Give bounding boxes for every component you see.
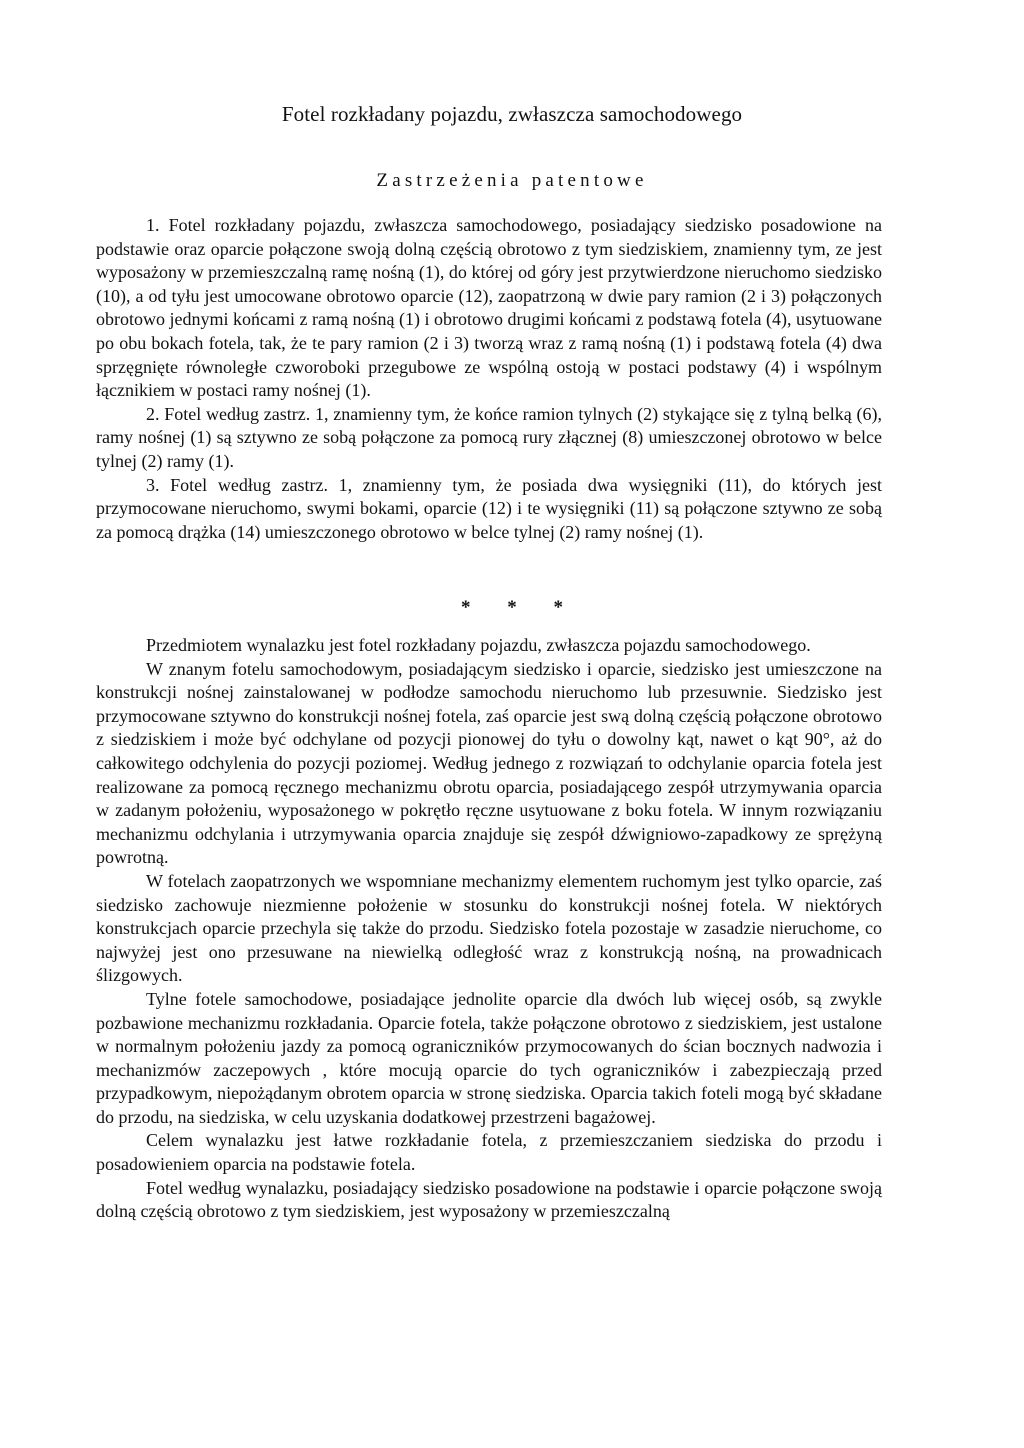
claims-section bbox=[96, 214, 882, 544]
description-paragraph: Tylne fotele samochodowe, posiadające jednolite oparcie dla dwóch lub więcej osób, są zwykle pozbawione mechanizmu rozkładania. Oparcie fotela, także połączone obrotowo z siedziskiem, jest ustalone w normalnym położeniu jazdy za pomocą ograniczników przymocowanych do ścian bocznych nadwozia i mechanizmów zaczepowych , które mocują oparcie do tych ograniczników i zabezpieczają przed przypadkowym, niepożądanym obrotem oparcia w stronę siedziska. Oparcia takich foteli mogą być składane do przodu, na siedziska, w celu uzyskania dodatkowej przestrzeni bagażowej. bbox=[96, 988, 882, 1127]
description-section bbox=[96, 634, 882, 1224]
description-paragraph: Fotel według wynalazku, posiadający siedzisko posadowione na podstawie i oparcie połączone swoją dolną częścią obrotowo z tym siedziskiem, jest wyposażony w przemieszczalną bbox=[96, 1177, 882, 1222]
document-title: Fotel rozkładany pojazdu, zwłaszcza samochodowego bbox=[281, 102, 743, 126]
description-paragraph: W fotelach zaopatrzonych we wspomniane mechanizmy elementem ruchomym jest tylko oparcie, zaś siedzisko zachowuje niezmienne położenie w stosunku do konstrukcji nośnej fotela. W niektórych konstrukcjach oparcie przechyla się także do przodu. Siedzisko fotela pozostaje w zasadzie nieruchome, co najwyżej jest ono przesuwane na niewielką odległość wraz z konstrukcją nośną, na prowadnicach ślizgowych. bbox=[96, 870, 882, 986]
claims-heading: Zastrzeżenia patentowe bbox=[376, 170, 648, 191]
claim-3: 3. Fotel według zastrz. 1, znamienny tym, że posiada dwa wysięgniki (11), do których jest przymocowane nieruchomo, swymi bokami, oparcie (12) i te wysięgniki (11) są połączone sztywno ze sobą za pomocą drążka (14) umieszczonego obrotowo w belce tylnej (2) ramy nośnej (1). bbox=[96, 474, 882, 542]
claim-2: 2. Fotel według zastrz. 1, znamienny tym, że końce ramion tylnych (2) stykające się z tylną belką (6), ramy nośnej (1) są sztywno ze sobą połączone za pomocą rury złącznej (8) umieszczonej obrotowo w belce tylnej (2) ramy (1). bbox=[96, 403, 882, 471]
section-separator: * * * bbox=[461, 597, 579, 618]
description-paragraph: Celem wynalazku jest łatwe rozkładanie fotela, z przemieszczaniem siedziska do przodu i posadowieniem oparcia na podstawie fotela. bbox=[96, 1130, 882, 1175]
description-paragraph: Przedmiotem wynalazku jest fotel rozkładany pojazdu, zwłaszcza pojazdu samochodowego. bbox=[146, 635, 811, 655]
claim-1: 1. Fotel rozkładany pojazdu, zwłaszcza samochodowego, posiadający siedzisko posadowione na podstawie oraz oparcie połączone swoją dolną częścią obrotowo z tym siedziskiem, znamienny tym, ze jest wyposażony w przemieszczalną ramę nośną (1), do której od góry jest przytwierdzone nieruchomo siedzisko (10), a od tyłu jest umocowane obrotowo oparcie (12), zaopatrzoną w dwie pary ramion (2 i 3) połączonych obrotowo jednymi końcami z ramą nośną (1) i obrotowo drugimi końcami z podstawą fotela (4), usytuowane po obu bokach fotela, tak, że te pary ramion (2 i 3) tworzą wraz z ramą nośną (1) i podstawą fotela (4) dwa sprzęgnięte równoległe czworoboki przegubowe ze wspólną ostoją w postaci podstawy (4) i wspólnym łącznikiem w postaci ramy nośnej (1). bbox=[96, 215, 882, 401]
description-paragraph: W znanym fotelu samochodowym, posiadającym siedzisko i oparcie, siedzisko jest umieszczone na konstrukcji nośnej zainstalowanej w podłodze samochodu nieruchomo lub przesuwnie. Siedzisko jest przymocowane sztywno do konstrukcji nośnej fotela, zaś oparcie jest swą dolną częścią połączone obrotowo z siedziskiem i może być odchylane od pozycji pionowej do tyłu o dowolny kąt, nawet o kąt 90°, aż do całkowitego odchylenia do pozycji poziomej. Według jednego z rozwiązań to odchylanie oparcia fotela jest realizowane za pomocą ręcznego mechanizmu obrotu oparcia, posiadającego zespół utrzymywania oparcia w zadanym położeniu, wyposażonego w pokrętło ręczne usytuowane z boku fotela. W innym rozwiązaniu mechanizmu odchylania i utrzymywania oparcia znajduje się zespół dźwigniowo-zapadkowy ze sprężyną powrotną. bbox=[96, 658, 882, 868]
